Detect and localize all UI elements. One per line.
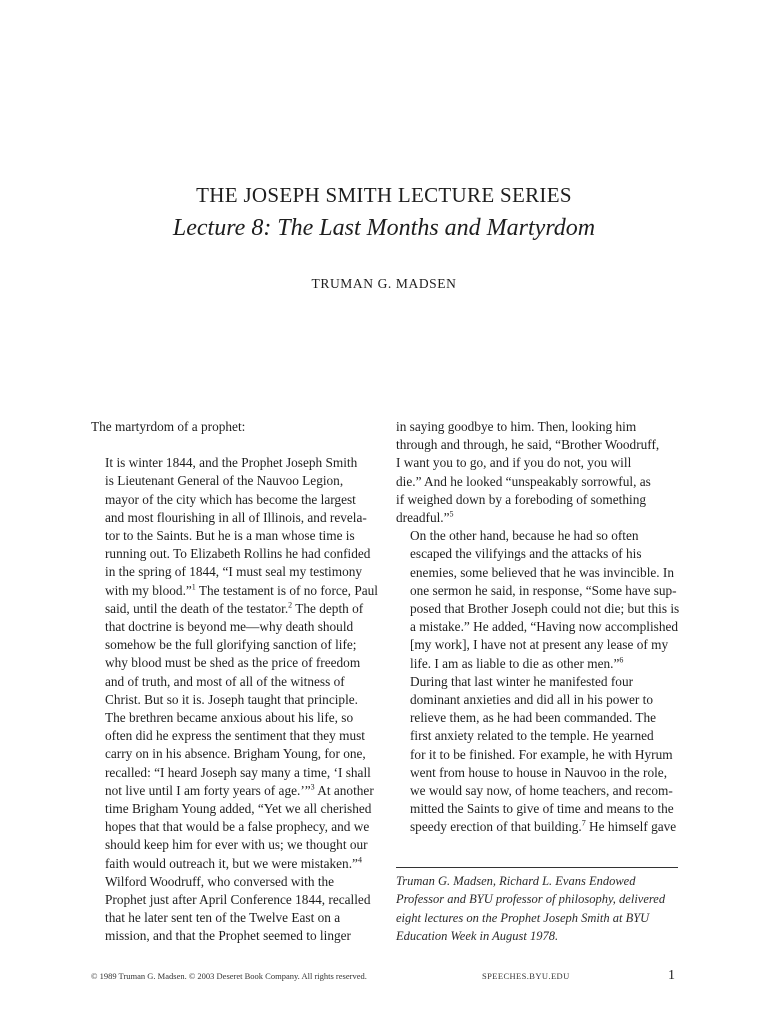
text-line: why blood must be shed as the price of freedom <box>105 655 361 671</box>
paragraph <box>91 454 378 709</box>
right-column <box>396 418 678 837</box>
text-line: carry on in his absence. Brigham Young, for one, <box>105 746 366 762</box>
author-bio <box>396 872 678 946</box>
paragraph <box>396 527 678 673</box>
text-line: somehow be the full glorifying sanction of life; <box>105 637 357 653</box>
text-line: through and through, he said, “Brother Woodruff, <box>396 437 660 453</box>
text-line: first anxiety related to the temple. He yearned <box>410 728 654 744</box>
text-line: not live until I am forty years of age.’”$^3$ At another <box>105 782 374 798</box>
paragraph <box>91 873 373 946</box>
text-line: tor to the Saints. But he is a man whose time is <box>105 528 355 544</box>
text-line: mitted the Saints to give of time and means to the <box>410 801 674 817</box>
text-line: [my work], I have not at present any lease of my <box>410 637 669 653</box>
text-line: mayor of the city which has become the largest <box>105 491 356 507</box>
paragraph <box>396 418 678 527</box>
text-line: die.” And he looked “unspeakably sorrowful, as <box>396 473 651 489</box>
text-line: running out. To Elizabeth Rollins he had confided <box>105 546 371 562</box>
text-line: in saying goodbye to him. Then, looking him <box>396 419 637 434</box>
text-line: speedy erection of that building.$^7$ He himself gave <box>410 819 677 835</box>
paragraph <box>396 673 678 837</box>
text-line: relieve them, as he had been commanded. The <box>410 710 657 726</box>
text-line: for it to be finished. For example, he with Hyrum <box>410 746 673 762</box>
author-name: TRUMAN G. MADSEN <box>311 276 457 291</box>
text-line: During that last winter he manifested four <box>410 673 634 689</box>
series-title: THE JOSEPH SMITH LECTURE SERIES <box>196 183 572 207</box>
text-line: should keep him for ever with us; we thought our <box>105 837 368 853</box>
text-line: we would say now, of home teachers, and recom- <box>410 783 673 799</box>
lecture-title: Lecture 8: The Last Months and Martyrdom <box>172 215 596 241</box>
text-line: Education Week in August 1978. <box>396 929 559 944</box>
text-line: Truman G. Madsen, Richard L. Evans Endowed <box>396 874 636 888</box>
text-line: Prophet just after April Conference 1844, recalled <box>105 892 371 908</box>
text-line: in the spring of 1844, “I must seal my testimony <box>105 564 363 580</box>
text-line: dominant anxieties and did all in his power to <box>410 692 653 708</box>
text-line: mission, and that the Prophet seemed to linger <box>105 928 351 944</box>
text-line: that he later sent ten of the Twelve East on a <box>105 910 341 926</box>
text-line: faith would outreach it, but we were mistaken.”$^4$ <box>105 855 362 871</box>
text-line: Wilford Woodruff, who conversed with the <box>105 873 335 889</box>
lead-line: The martyrdom of a prophet: <box>91 419 246 434</box>
text-line: posed that Brother Joseph could not die; but this is <box>410 601 680 617</box>
text-line: escaped the vilifyings and the attacks of his <box>410 546 642 562</box>
text-line: On the other hand, because he had so often <box>410 528 639 544</box>
website-link[interactable]: SPEECHES.BYU.EDU <box>482 971 570 981</box>
text-line: It is winter 1844, and the Prophet Joseph Smith <box>105 455 358 471</box>
text-line: I want you to go, and if you do not, you will <box>396 455 632 471</box>
text-line: life. I am as liable to die as other men.”$^6$ <box>410 655 624 671</box>
text-line: and most flourishing in all of Illinois, and revela- <box>105 509 367 525</box>
text-line: time Brigham Young added, “Yet we all cherished <box>105 801 372 817</box>
text-line: eight lectures on the Prophet Joseph Smith at BYU <box>396 910 650 925</box>
text-line: said, until the death of the testator.$^2$ The depth of <box>105 600 364 616</box>
text-line: one sermon he said, in response, “Some have sup- <box>410 582 677 598</box>
text-line: a mistake.” He added, “Having now accomplished <box>410 619 679 635</box>
text-line: enemies, some believed that he was invincible. In <box>410 564 675 580</box>
paragraph <box>91 709 373 873</box>
text-line: dreadful.”$^5$ <box>396 509 454 526</box>
text-line: if weighed down by a foreboding of something <box>396 491 647 507</box>
text-line: that doctrine is beyond me—why death should <box>105 619 354 635</box>
page-number: 1 <box>668 968 675 983</box>
left-column <box>91 418 378 946</box>
bio-divider <box>396 867 678 868</box>
text-line: with my blood.”$^1$ The testament is of no force, Paul <box>105 582 378 598</box>
text-line: recalled: “I heard Joseph say many a time, ‘I shall <box>105 764 371 780</box>
text-line: and of truth, and most of all of the witness of <box>105 673 345 689</box>
text-line: is Lieutenant General of the Nauvoo Legion, <box>105 473 344 489</box>
copyright-notice: © 1989 Truman G. Madsen. © 2003 Deseret Book Company. All rights reserved. <box>91 971 367 981</box>
text-line: hopes that that would be a false prophecy, and we <box>105 819 370 835</box>
text-line: Christ. But so it is. Joseph taught that principle. <box>105 691 358 707</box>
text-line: often did he express the sentiment that they must <box>105 728 365 744</box>
text-line: Professor and BYU professor of philosophy, delivered <box>396 892 666 907</box>
text-line: The brethren became anxious about his life, so <box>105 710 354 726</box>
text-line: went from house to house in Nauvoo in the role, <box>410 764 668 780</box>
